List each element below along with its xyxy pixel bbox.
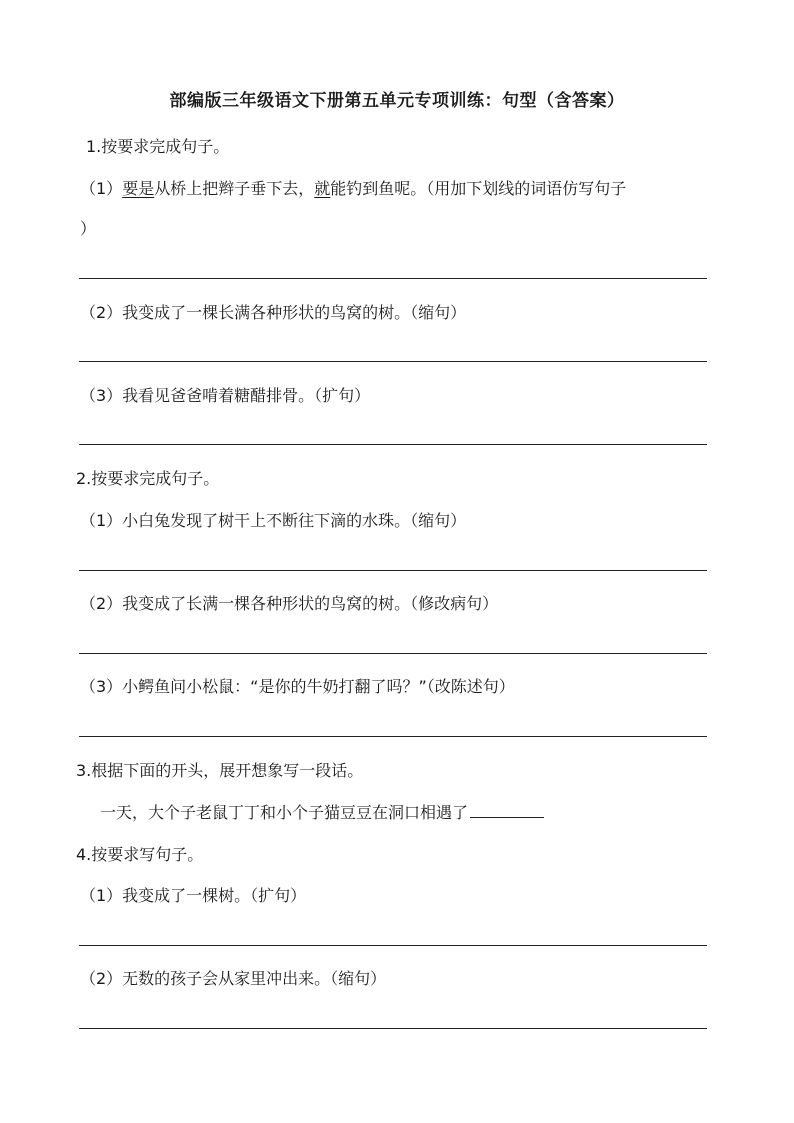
answer-line[interactable]	[79, 570, 707, 571]
item-text-part-1: 从桥上把辫子垂下去，	[154, 179, 315, 198]
fill-blank[interactable]	[470, 803, 544, 818]
answer-line[interactable]	[79, 945, 707, 946]
section-1-item-2: （2）我变成了一棵长满各种形状的鸟窝的树。（缩句）	[80, 303, 467, 322]
page-title: 部编版三年级语文下册第五单元专项训练：句型（含答案）	[169, 91, 625, 111]
section-2-item-1: （1）小白兔发现了树干上不断往下滴的水珠。（缩句）	[80, 511, 467, 530]
section-1-item-1	[80, 178, 730, 200]
section-3-prompt	[100, 802, 750, 824]
section-4-item-2: （2）无数的孩子会从家里冲出来。（缩句）	[80, 969, 387, 988]
section-3-heading: 3.根据下面的开头，展开想象写一段话。	[76, 761, 364, 780]
answer-line[interactable]	[79, 361, 707, 362]
section-2-item-2: （2）我变成了长满一棵各种形状的鸟窝的树。（修改病句）	[80, 594, 499, 613]
answer-line[interactable]	[79, 736, 707, 737]
item-number: （1）	[80, 179, 123, 198]
section-1-heading: 1.按要求完成句子。	[86, 137, 230, 156]
section-2-item-3: （3）小鳄鱼问小松鼠：“是你的牛奶打翻了吗？”（改陈述句）	[80, 677, 515, 696]
answer-line[interactable]	[79, 1028, 707, 1029]
underlined-word-jiu: 就	[314, 179, 331, 198]
prompt-text: 一天，大个子老鼠丁丁和小个子猫豆豆在洞口相遇了	[100, 803, 469, 822]
section-4-heading: 4.按要求写句子。	[76, 845, 204, 864]
section-4-item-1: （1）我变成了一棵树。（扩句）	[80, 886, 307, 905]
answer-line[interactable]	[79, 278, 707, 279]
section-2-heading: 2.按要求完成句子。	[76, 469, 220, 488]
section-1-item-1-wrap: ）	[80, 219, 97, 238]
underlined-word-yaoshi: 要是	[122, 179, 155, 198]
answer-line[interactable]	[79, 653, 707, 654]
answer-line[interactable]	[79, 444, 707, 445]
item-text-part-2: 能钓到鱼呢。（用加下划线的词语仿写句子	[330, 179, 627, 198]
section-1-item-3: （3）我看见爸爸啃着糖醋排骨。（扩句）	[80, 386, 371, 405]
